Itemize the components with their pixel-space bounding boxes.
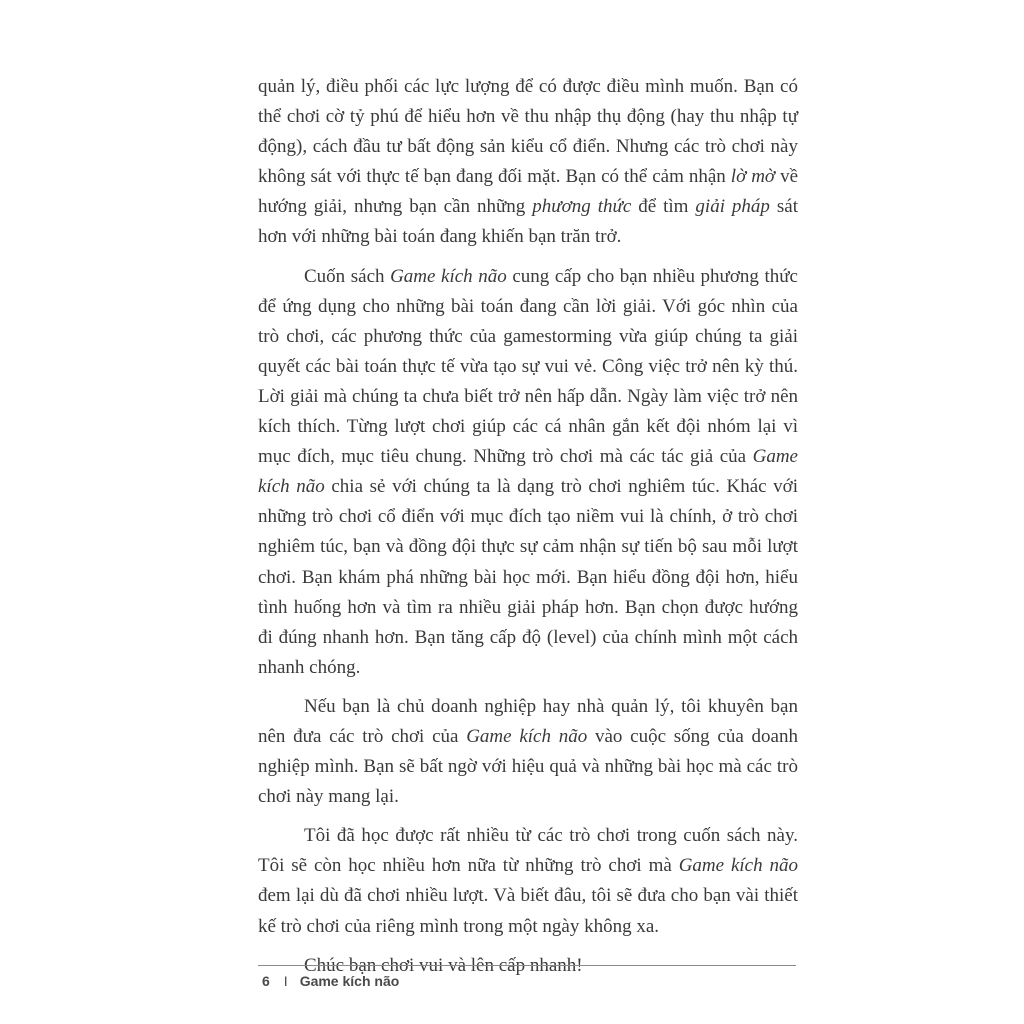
text-run: Nếu bạn là chủ doanh nghiệp hay nhà quản lý, tôi khuyên bạn nên đưa các trò chơi của [258,695,798,747]
text-run: đem lại dù đã chơi nhiều lượt. Và biết đâu, tôi sẽ đưa cho bạn vài thiết kế trò chơi của riêng mình trong một ngày không xa. [258,885,798,937]
text-run: vào cuộc sống của doanh nghiệp mình. Bạn sẽ bất ngờ với hiệu quả và những bài học mà các trò chơi này mang lại. [258,725,798,808]
text-run: cung cấp cho bạn nhiều phương thức để ứng dụng cho những bài toán đang cần lời giải. Với góc nhìn của trò chơi, các phương thức của gamestorming vừa giúp chúng ta giải quyết các bài toán thực tế vừa tạo sự vui vẻ. Công việc trở nên kỳ thú. Lời giải mà chúng ta chưa biết trở nên hấp dẫn. Ngày làm việc trở nên kích thích. Từng lượt chơi giúp các cá nhân gắn kết đội nhóm lại vì mục đích, mục tiêu chung. Những trò chơi mà các tác giả của [258,265,798,468]
page-number: 6 [262,973,270,989]
emphasis-text: Game kích não [466,725,588,747]
text-run: chia sẻ với chúng ta là dạng trò chơi nghiêm túc. Khác với những trò chơi cổ điển với mục đích tạo niềm vui là chính, ở trò chơi nghiêm túc, bạn và đồng đội thực sự cảm nhận sự tiến bộ sau mỗi lượt chơi. Bạn khám phá những bài học mới. Bạn hiểu đồng đội hơn, hiểu tình huống hơn và tìm ra nhiều giải pháp hơn. Bạn chọn được hướng đi đúng nhanh hơn. Bạn tăng cấp độ (level) của chính mình một cách nhanh chóng. [258,476,798,678]
text-run: quản lý, điều phối các lực lượng để có được điều mình muốn. Bạn có thể chơi cờ tỷ phú để hiểu hơn về thu nhập thụ động (hay thu nhập tự động), cách đầu tư bất động sản kiểu cổ điển. Nhưng các trò chơi này không sát với thực tế bạn đang đối mặt. Bạn có thể cảm nhận [258,76,798,188]
paragraph [258,72,798,253]
paragraph [258,821,798,941]
emphasis-text: Game kích não [678,855,798,877]
text-run: sát hơn với những bài toán đang khiến bạn trăn trở. [258,196,799,248]
text-run: Tôi đã học được rất nhiều từ các trò chơi trong cuốn sách này. Tôi sẽ còn học nhiều hơn nữa từ những trò chơi mà [258,825,798,877]
text-run: về hướng giải, nhưng bạn cần những [258,166,799,218]
text-run: Chúc bạn chơi vui và lên cấp nhanh! [304,954,583,976]
text-run: Cuốn sách [304,265,391,287]
footer-divider [258,965,796,966]
emphasis-text: phương thức [532,196,632,218]
emphasis-text: Game kích não [258,446,798,498]
running-title: Game kích não [299,973,400,989]
body-text [258,72,798,990]
emphasis-text: Game kích não [390,265,507,287]
page-footer [262,973,399,989]
emphasis-text: giải pháp [695,196,770,218]
emphasis-text: lờ mờ [730,166,776,188]
footer-separator: I [283,973,288,989]
text-run: để tìm [631,196,696,218]
paragraph [258,262,798,683]
paragraph [258,692,798,812]
